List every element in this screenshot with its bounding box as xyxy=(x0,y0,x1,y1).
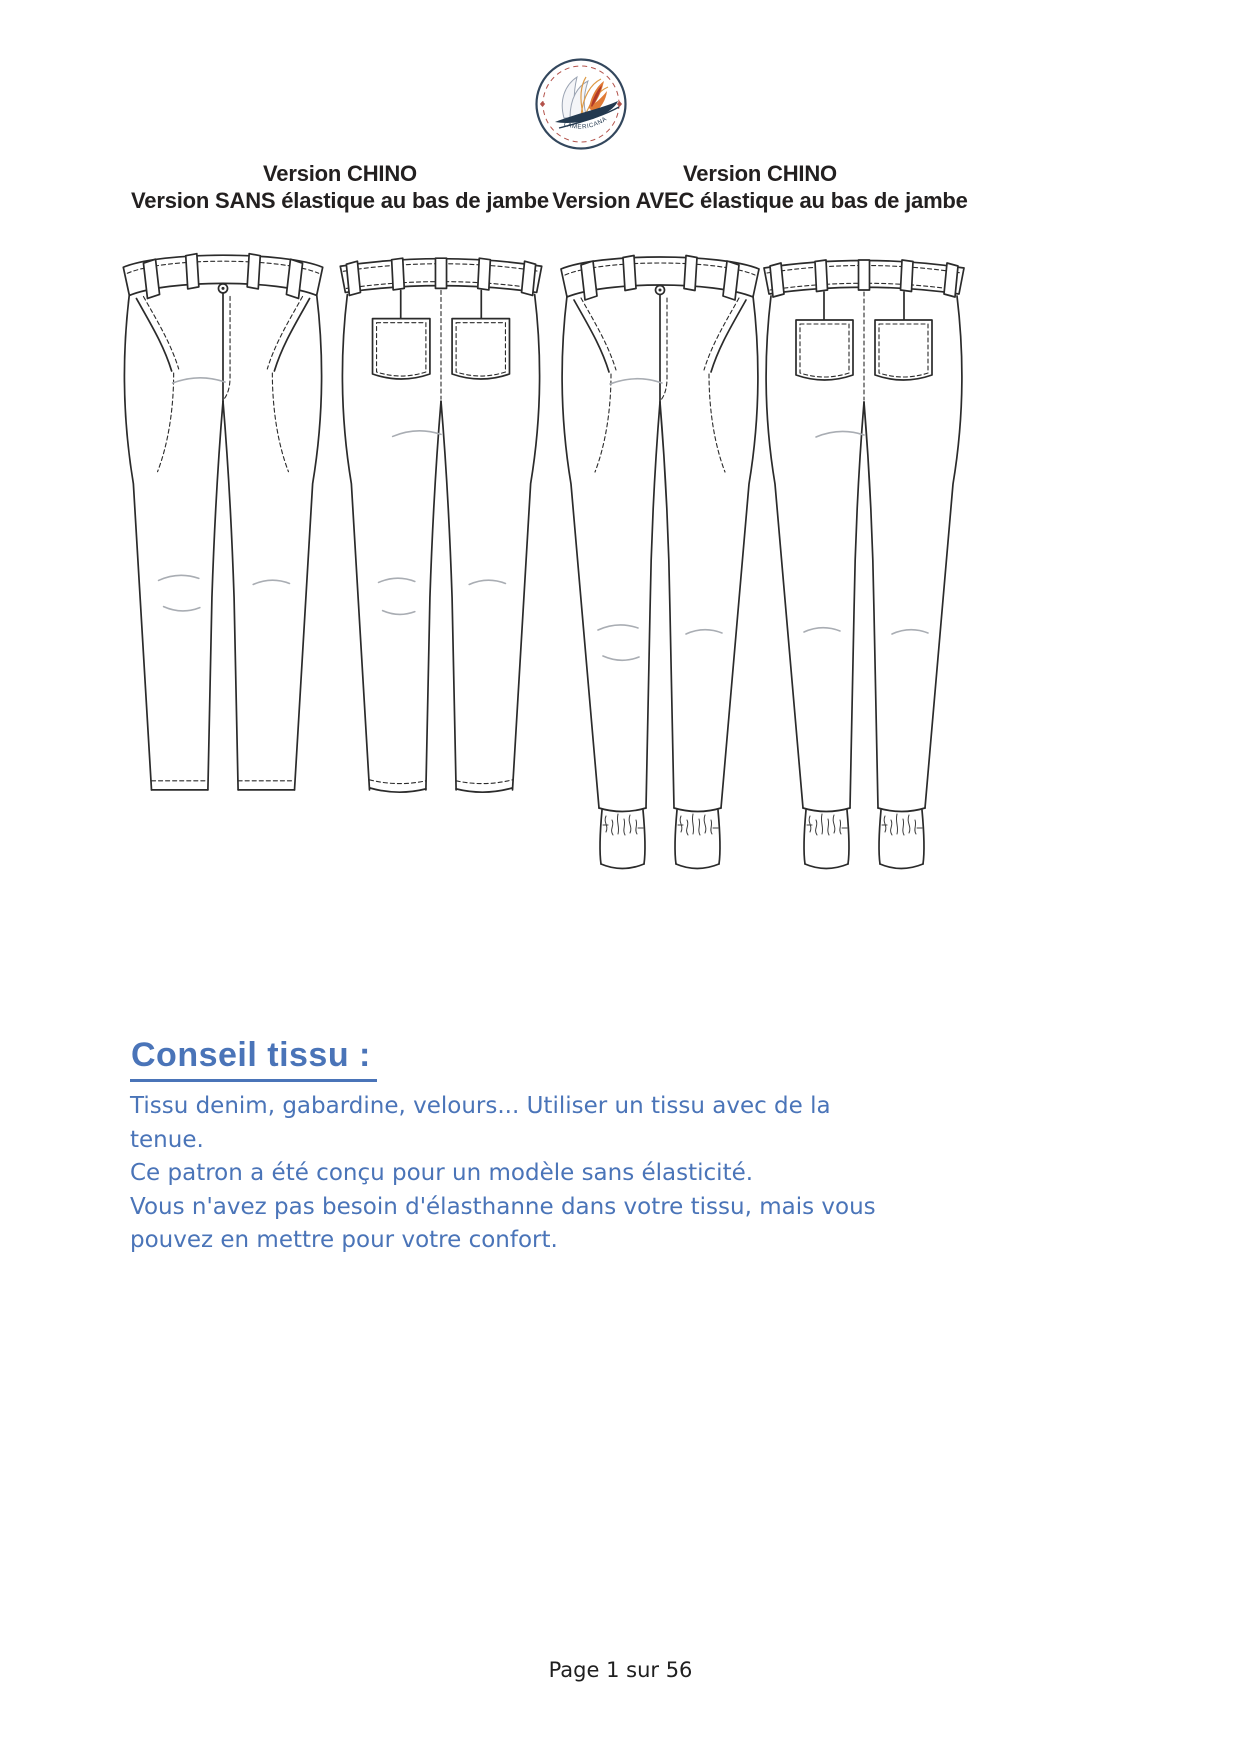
chino-back-flat-drawing xyxy=(334,230,548,806)
page-number: Page 1 sur 56 xyxy=(548,1658,693,1682)
advice-line: Tissu denim, gabardine, velours... Utiliser un tissu avec de la xyxy=(130,1093,831,1119)
version-title-right: Version CHINO xyxy=(683,161,837,186)
brand-logo xyxy=(533,56,629,152)
advice-line: pouvez en mettre pour votre confort. xyxy=(130,1227,558,1253)
version-subtitle-right: Version AVEC élastique au bas de jambe xyxy=(552,188,968,213)
version-title-left: Version CHINO xyxy=(263,161,417,186)
section-heading: Conseil tissu : xyxy=(130,1036,377,1082)
column-title-left xyxy=(118,160,562,214)
crease-marks xyxy=(804,431,928,634)
chino-front-flat-drawing xyxy=(116,230,330,806)
column-title-right xyxy=(545,160,975,214)
fabric-advice-section xyxy=(130,1036,930,1258)
hem-no-elastic xyxy=(152,781,295,790)
hem-no-elastic xyxy=(370,780,513,792)
advice-line: tenue. xyxy=(130,1126,204,1153)
version-subtitle-left: Version SANS élastique au bas de jambe xyxy=(131,188,549,213)
chino-front-elastic-flat-drawing xyxy=(554,230,766,882)
crease-marks xyxy=(598,379,722,661)
chino-back-elastic-flat-drawing xyxy=(758,230,970,882)
crease-marks xyxy=(379,431,506,615)
advice-line: Vous n'avez pas besoin d'élasthanne dans votre tissu, mais vous xyxy=(130,1193,876,1220)
advice-line: Ce patron a été conçu pour un modèle sans élasticité. xyxy=(130,1160,754,1186)
logo-arc-text: LAMERICANA xyxy=(562,115,609,131)
fabric-advice-text xyxy=(130,1090,930,1258)
